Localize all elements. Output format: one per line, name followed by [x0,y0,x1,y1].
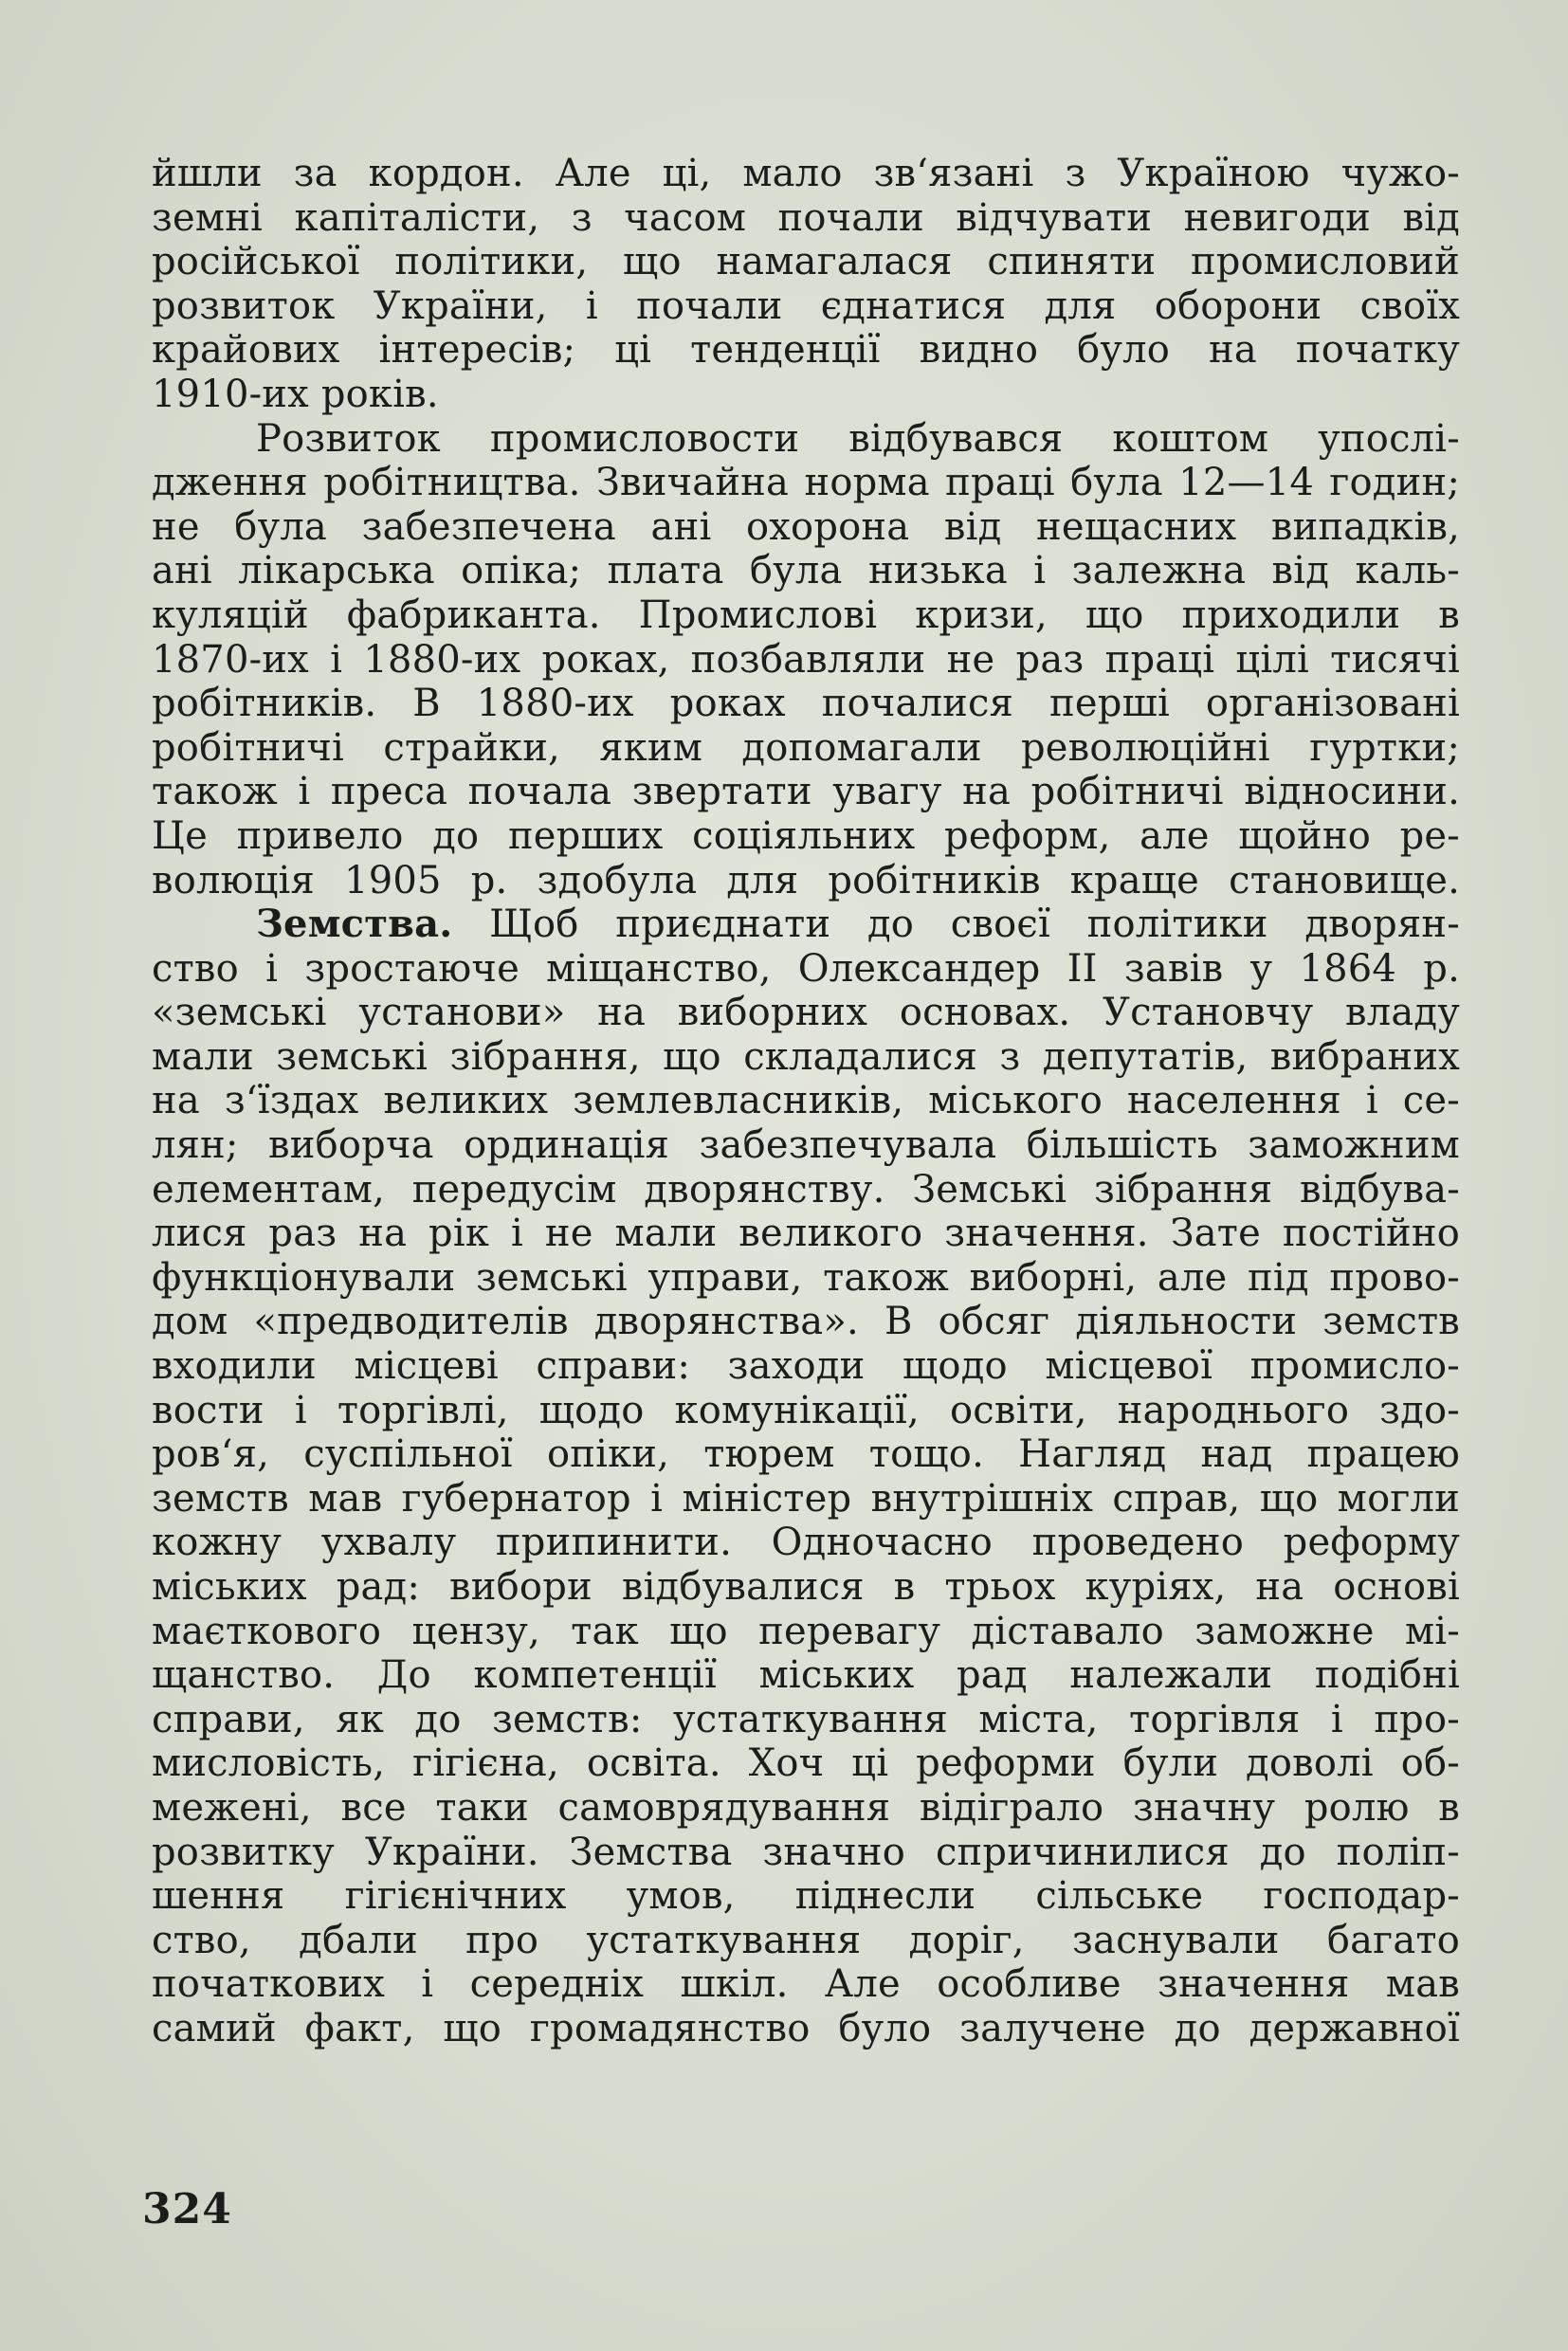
text-line: лися раз на рік і не мали великого значення. Зате постійно [152,1212,1460,1256]
section-heading: Земства. [256,902,453,947]
text-line: на з‘їздах великих землевласників, міського населення і се- [152,1079,1460,1123]
text-line: ров‘я, суспільної опіки, тюрем тощо. Нагляд над працею [152,1432,1460,1477]
text-line: елементам, передусім дворянству. Земські зібрання відбува- [152,1167,1460,1212]
text-line: волюція 1905 р. здобула для робітників краще становище. [152,858,1460,902]
text-line: мисловість, гігієна, освіта. Хоч ці реформи були доволі об- [152,1741,1460,1786]
text-line: ство, дбали про устаткування доріг, заснували багато [152,1918,1460,1962]
text-line: дження робітництва. Звичайна норма праці була 12—14 годин; [152,461,1460,505]
body-text [152,152,1460,2051]
text-line: крайових інтересів; ці тенденції видно було на початку [152,328,1460,373]
text-line: «земські установи» на виборних основах. Установчу владу [152,991,1460,1035]
text-line: також і преса почала звертати увагу на робітничі відносини. [152,770,1460,814]
text-line: маєткового цензу, так що перевагу діставало заможне мі- [152,1609,1460,1653]
text-line: 1910-их років. [152,372,439,416]
text-line: 1870-их і 1880-их роках, позбавляли не раз праці цілі тисячі [152,637,1460,682]
text-line: межені, все таки самоврядування відіграло значну ролю в [152,1785,1460,1830]
text-line: ство і зростаюче міщанство, Олександер II завів у 1864 р. [152,946,1460,991]
paragraph [152,902,1460,2050]
paragraph [152,417,1460,903]
text-line: входили місцеві справи: заходи щодо місцевої промисло- [152,1344,1460,1389]
paragraph [152,152,1460,417]
text-line: міських рад: вибори відбувалися в трьох куріях, на основі [152,1565,1460,1609]
text-line: земств мав губернатор і міністер внутрішніх справ, що могли [152,1476,1460,1521]
text-line: Це привело до перших соціяльних реформ, але щойно ре- [152,813,1460,858]
page-number: 324 [142,2185,232,2233]
text-line: початкових і середніх шкіл. Але особливе значення мав [152,1962,1460,2007]
text-line: ані лікарська опіка; плата була низька і залежна від каль- [152,549,1460,593]
text-line: дом «предводителів дворянства». В обсяг діяльности земств [152,1300,1460,1344]
text-line: йшли за кордон. Але ці, мало зв‘язані з Україною чужо- [152,152,1460,195]
text-line: справи, як до земств: устаткування міста, торгівля і про- [152,1697,1460,1741]
text-line: Розвиток промисловости відбувався коштом упослі- [256,416,1460,461]
text-line-content: Щоб приєднати до своєї політики дворян- [489,902,1460,947]
text-line: функціонували земські управи, також виборні, але під прово- [152,1255,1460,1300]
text-line: робітничі страйки, яким допомагали революційні гуртки; [152,725,1460,770]
text-line: лян; виборча ординація забезпечувала більшість заможним [152,1123,1460,1168]
text-line: куляцій фабриканта. Промислові кризи, що приходили в [152,592,1460,637]
text-line: щанство. До компетенції міських рад належали подібні [152,1653,1460,1698]
text-line: російської політики, що намагалася спиняти промисловий [152,240,1460,284]
text-line: розвиток України, і почали єднатися для оборони своїх [152,283,1460,328]
text-line: самий факт, що громадянство було залучене до державної [152,2006,1460,2050]
text-line: вости і торгівлі, щодо комунікації, освіти, народнього здо- [152,1388,1460,1432]
text-line [152,902,1460,947]
text-line: не була забезпечена ані охорона від нещасних випадків, [152,504,1460,549]
text-line: кожну ухвалу припинити. Одночасно проведено реформу [152,1521,1460,1565]
text-line: земні капіталісти, з часом почали відчувати невигоди від [152,195,1460,240]
text-line: робітників. В 1880-их роках почалися перші організовані [152,682,1460,726]
text-line: розвитку України. Земства значно спричинилися до поліп- [152,1830,1460,1874]
text-line: шення гігієнічних умов, піднесли сільське господар- [152,1874,1460,1919]
text-line: мали земські зібрання, що складалися з депутатів, вибраних [152,1034,1460,1079]
